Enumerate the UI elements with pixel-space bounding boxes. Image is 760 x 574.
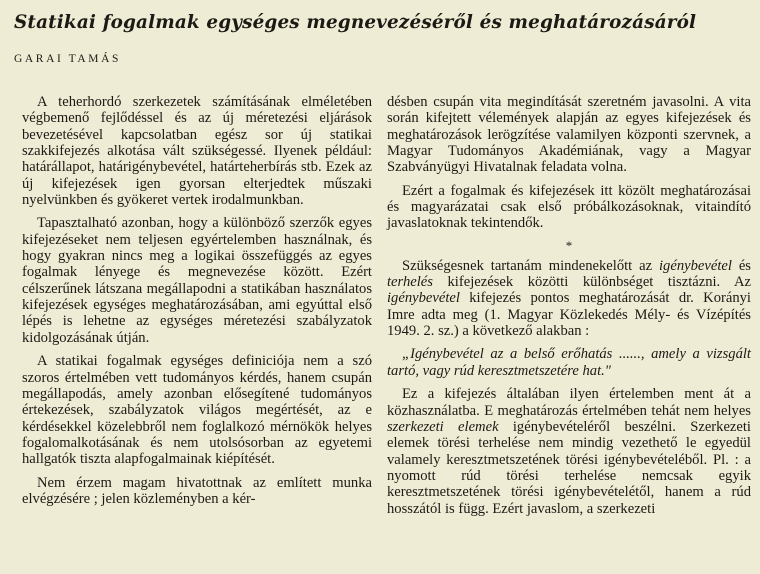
text-span: és: [731, 257, 751, 274]
text-span: Szükségesnek tartanám mindenekelőtt az: [402, 257, 659, 274]
article-title: Statikai fogalmak egységes megnevezéséről és meghatározásáról: [14, 12, 697, 33]
term-emphasis: igénybevétel: [659, 257, 732, 274]
section-separator: *: [565, 237, 573, 253]
paragraph: Nem érzem magam hivatottnak az említett munka elvégzésére ; jelen közleményben a kér-: [22, 474, 372, 507]
paragraph-continuation: désben csupán vita megindítását szeretném javasolni. A vita során kifejtett vélemények alapján az egyes kifejezések és meghatározások lerögzítése valamilyen központi szervnek, a Magyar Tudományos Akadémiának, vagy a Magyar Szabványügyi Hivatalnak feladata volna.: [387, 94, 751, 176]
text-span: kifejezés pontos meghatározását dr. Korányi Imre adta meg (1. Magyar Közlekedés Mély- és Vízépítés 1949. 2. sz.) a következő alakban :: [387, 290, 751, 340]
right-column: [387, 94, 751, 524]
text-span: kifejezések közötti különbséget tisztázni. Az: [432, 274, 751, 291]
paragraph: Tapasztalható azonban, hogy a különböző szerzők egyes kifejezéseket nem teljesen egyértelemben használnak, és hogy gyakran nincs meg a logikai összefüggés az egyes fogalmak lényege és megnevezése között. Ezért célszerűnek látszana megállapodni a statikában használatos kifejezések egységes meghatározásában, ami egyúttal első lépés is lehetne az egységes méretezési szabályzatok kidolgozásának útján.: [22, 215, 372, 346]
term-emphasis: terhelés: [387, 274, 433, 291]
paragraph: [387, 258, 751, 340]
paragraph: A statikai fogalmak egységes definiciója nem a szó szoros értelmében vett tudományos kérdés, hanem csupán megállapodás, amely azonban elősegítené tudományos értekezések, szabályzatok világos megértését, az e kérdésekkel közelebbről nem foglalkozó mérnökök helyes fogalomalkotásának és nem utolsósorban az egyetemi hallgatók tiszta alapfogalmainak kiépítését.: [22, 353, 372, 468]
paragraph: [387, 386, 751, 517]
term-emphasis: szerkezeti elemek: [387, 418, 499, 435]
term-emphasis: igénybevétel: [387, 290, 460, 307]
text-span: Ez a kifejezés általában ilyen értelemben ment át a közhasználatba. E meghatározás értelmében tehát nem helyes: [387, 386, 751, 419]
paragraph: Ezért a fogalmak és kifejezések itt közölt meghatározásai és magyarázatai csak első próbálkozásoknak, vitaindító javaslatoknak tekintendők.: [387, 182, 751, 232]
text-span: igénybevételéről beszélni. Szerkezeti elemek törési terhelése nem mindig vezethető le egyedül valamely keresztmetszetének törési igénybevételéből. Pl. : a nyomott rúd törési terhelése nemcsak egyik keresztmetszetének törési igénybevételétől, hanem a rúd hosszától is függ. Ezért javaslom, a szerkezeti: [387, 418, 751, 517]
definition-quote: „Igénybevétel az a belső erőhatás ......, amely a vizsgált tartó, vagy rúd keresztmetszetére hat.": [387, 346, 751, 379]
paragraph: A teherhordó szerkezetek számításának elméletében végbemenő fejlődéssel és az új méretezési eljárások bevezetésével kapcsolatban egész sor új statikai szakkifejezés alkotása vált szükségessé. Ilyenek például: határállapot, határigénybevétel, határteherbírás stb. Ezek az új kifejezések igen gyorsan elterjedtek műszaki nyelvünkben és gyökeret vertek irodalmunkban.: [22, 94, 372, 209]
left-column: [22, 94, 372, 514]
article-author: GARAI TAMÁS: [14, 53, 122, 65]
